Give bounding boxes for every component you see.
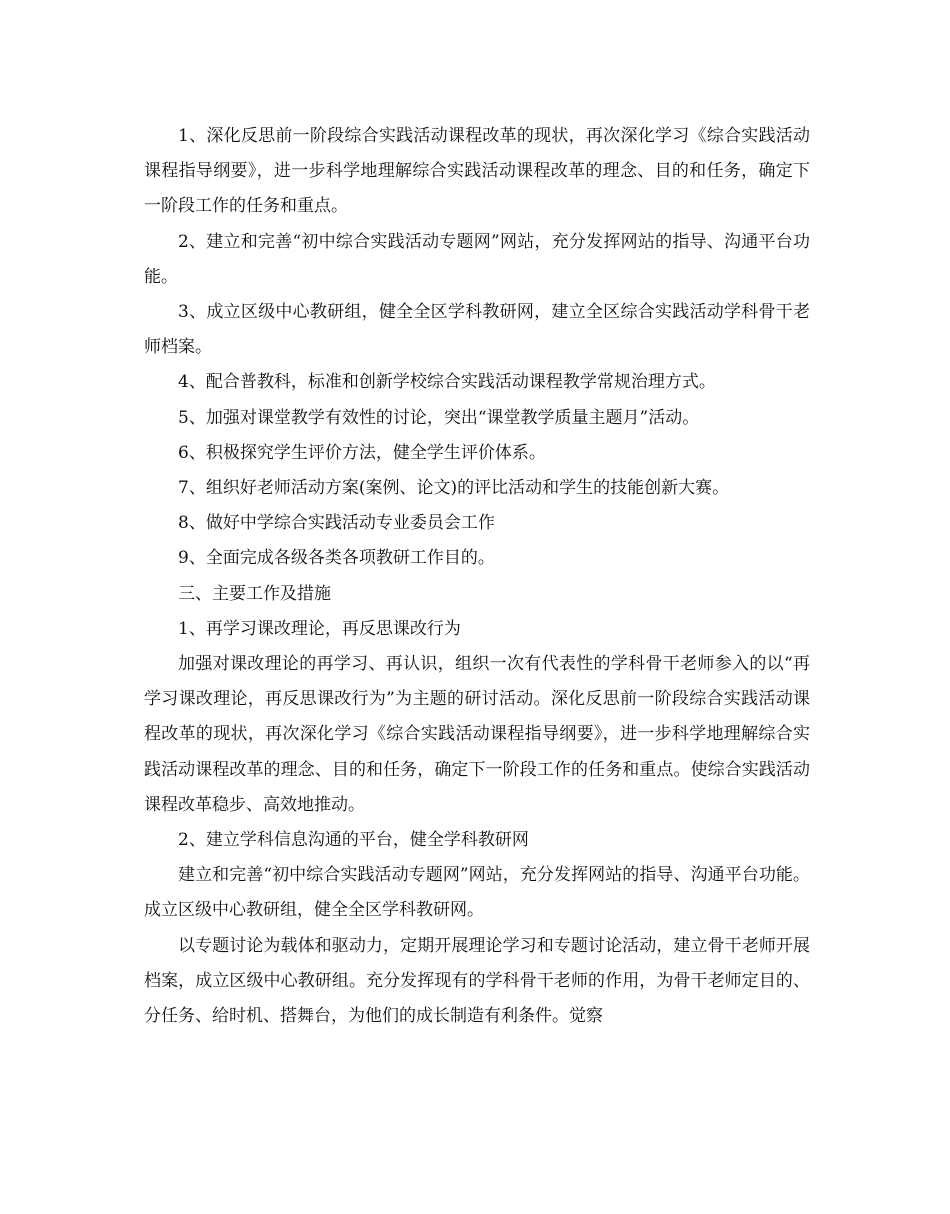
- body-paragraph-3: 以专题讨论为载体和驱动力，定期开展理论学习和专题讨论活动，建立骨干老师开展档案，成立区级中心教研组。充分发挥现有的学科骨干老师的作用，为骨干老师定目的、分任务、给时机、搭舞台，为他们的成长制造有利条件。觉察: [144, 935, 810, 1027]
- paragraph-item-2: 2、建立和完善“初中综合实践活动专题网”网站，充分发挥网站的指导、沟通平台功能。: [144, 231, 810, 287]
- document-body: [144, 119, 810, 1034]
- paragraph-item-1: 1、深化反思前一阶段综合实践活动课程改革的现状，再次深化学习《综合实践活动课程指导纲要》，进一步科学地理解综合实践活动课程改革的理念、目的和任务，确定下一阶段工作的任务和重点。: [144, 126, 810, 217]
- paragraph-item-7: 7、组织好老师活动方案(案例、论文)的评比活动和学生的技能创新大赛。: [178, 478, 730, 499]
- subheading-2: 2、建立学科信息沟通的平台，健全学科教研网: [178, 830, 529, 851]
- paragraph-item-9: 9、全面完成各级各类各项教研工作目的。: [178, 548, 495, 569]
- paragraph-item-4: 4、配合普教科，标准和创新学校综合实践活动课程教学常规治理方式。: [178, 372, 716, 393]
- paragraph-item-8: 8、做好中学综合实践活动专业委员会工作: [178, 513, 495, 534]
- section-heading: 三、主要工作及措施: [178, 583, 331, 604]
- paragraph-item-6: 6、积极探究学生评价方法，健全学生评价体系。: [178, 442, 546, 463]
- paragraph-item-5: 5、加强对课堂教学有效性的讨论，突出“课堂教学质量主题月”活动。: [178, 407, 700, 428]
- paragraph-item-3: 3、成立区级中心教研组，健全全区学科教研网，建立全区综合实践活动学科骨干老师档案。: [144, 302, 810, 358]
- body-paragraph-1: 加强对课改理论的再学习、再认识，组织一次有代表性的学科骨干老师参入的以“再学习课改理论，再反思课改行为”为主题的研讨活动。深化反思前一阶段综合实践活动课程改革的现状，再次深化学习《综合实践活动课程指导纲要》，进一步科学地理解综合实践活动课程改革的理念、目的和任务，确定下一阶段工作的任务和重点。使综合实践活动课程改革稳步、高效地推动。: [144, 654, 810, 815]
- body-paragraph-2: 建立和完善“初中综合实践活动专题网”网站，充分发挥网站的指导、沟通平台功能。成立区级中心教研组，健全全区学科教研网。: [144, 865, 810, 921]
- subheading-1: 1、再学习课改理论，再反思课改行为: [178, 618, 461, 639]
